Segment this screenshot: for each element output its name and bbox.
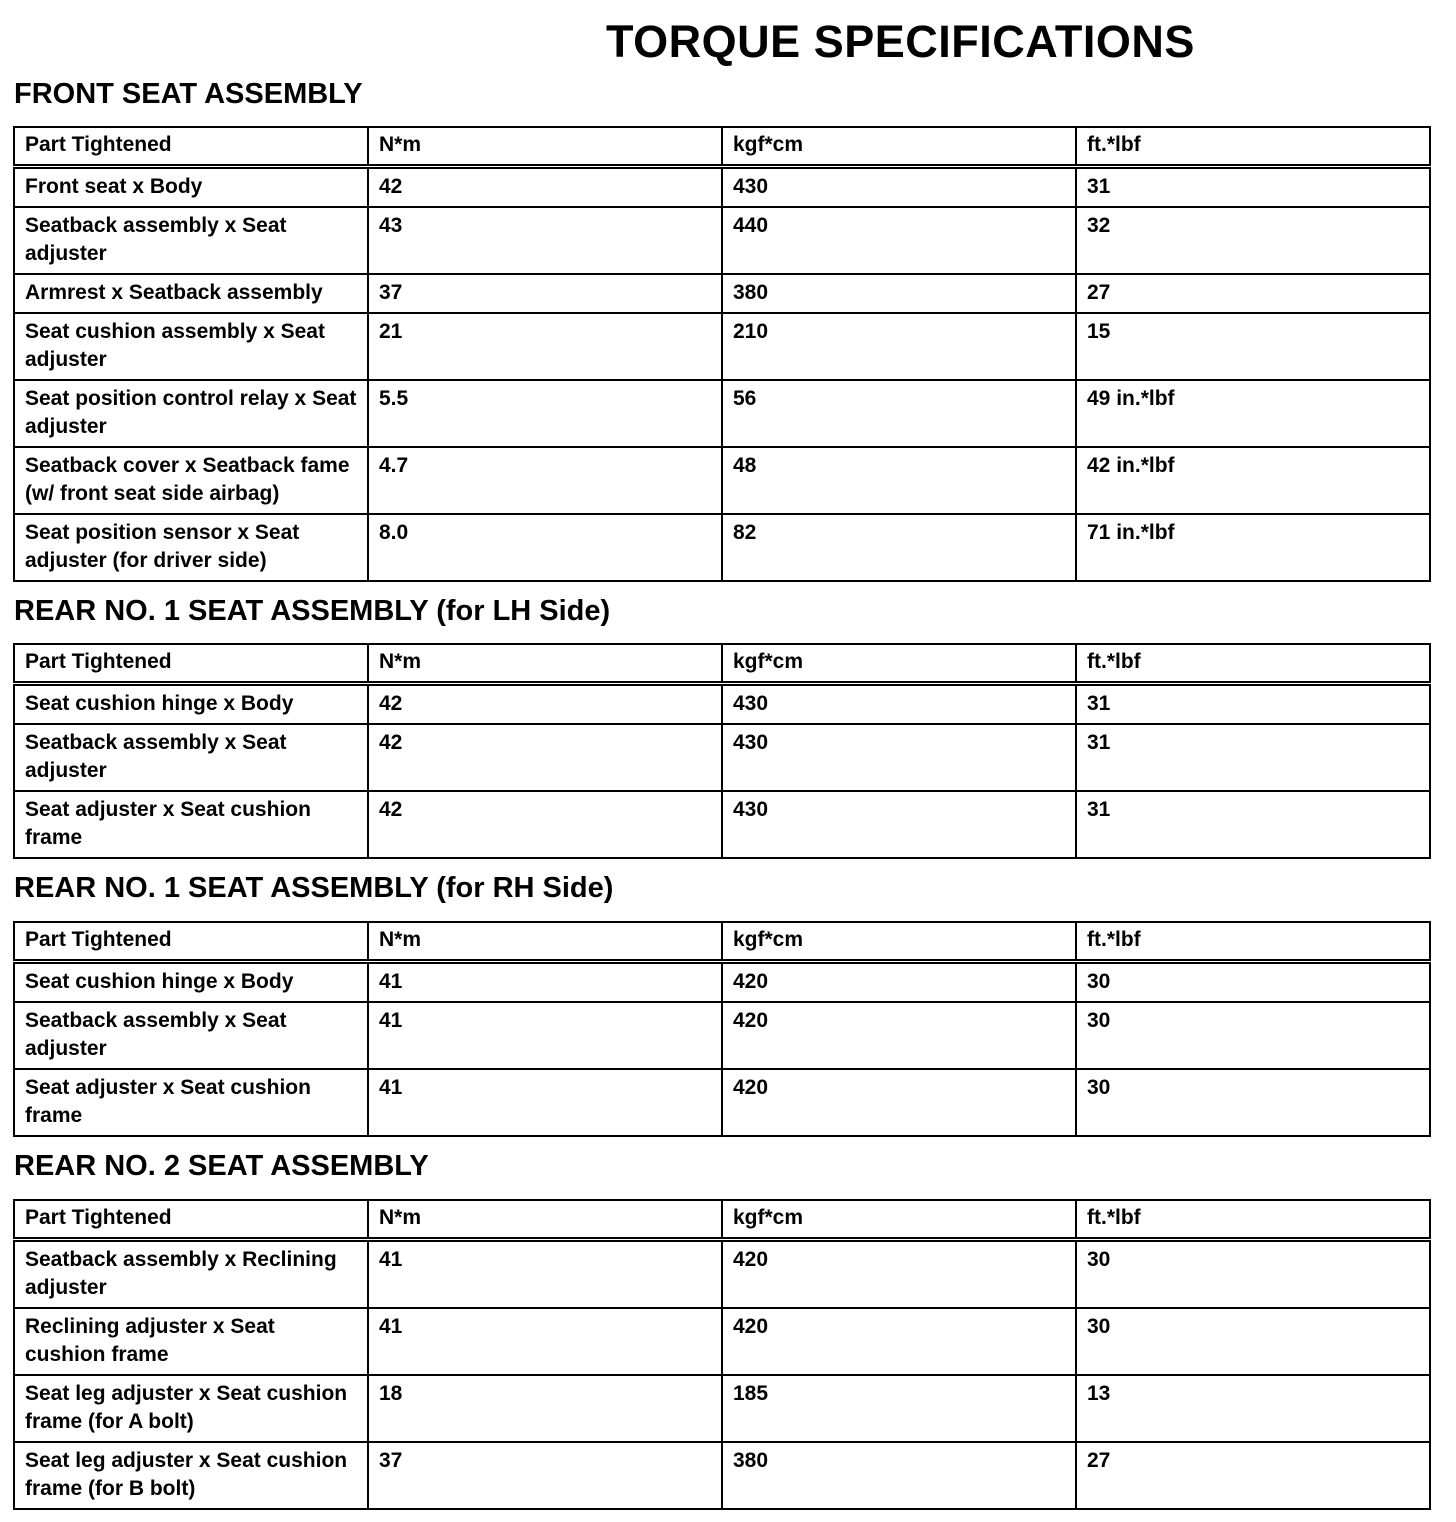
nm-cell: 42 [368, 684, 722, 725]
column-header-ftlbf: ft.*lbf [1076, 1200, 1430, 1240]
part-cell: Seat adjuster x Seat cushion frame [14, 1069, 368, 1136]
column-header-kgfcm: kgf*cm [722, 922, 1076, 962]
ftlbf-cell: 32 [1076, 207, 1430, 274]
kgfcm-cell: 430 [722, 167, 1076, 208]
column-header-nm: N*m [368, 922, 722, 962]
nm-cell: 42 [368, 724, 722, 791]
kgfcm-cell: 430 [722, 791, 1076, 858]
table-row [14, 313, 1430, 380]
table-row [14, 1069, 1430, 1136]
nm-cell: 41 [368, 1069, 722, 1136]
table-row [14, 1375, 1430, 1442]
nm-cell: 37 [368, 274, 722, 313]
front-seat-torque-table [13, 126, 1431, 582]
column-header-ftlbf: ft.*lbf [1076, 127, 1430, 167]
table-row [14, 1240, 1430, 1309]
kgfcm-cell: 210 [722, 313, 1076, 380]
ftlbf-cell: 30 [1076, 1069, 1430, 1136]
kgfcm-cell: 430 [722, 724, 1076, 791]
nm-cell: 18 [368, 1375, 722, 1442]
ftlbf-cell: 13 [1076, 1375, 1430, 1442]
nm-cell: 41 [368, 1240, 722, 1309]
ftlbf-cell: 15 [1076, 313, 1430, 380]
table-row [14, 207, 1430, 274]
column-header-nm: N*m [368, 1200, 722, 1240]
column-header-nm: N*m [368, 644, 722, 684]
part-cell: Seat leg adjuster x Seat cushion frame (for A bolt) [14, 1375, 368, 1442]
ftlbf-cell: 30 [1076, 1240, 1430, 1309]
ftlbf-cell: 27 [1076, 1442, 1430, 1509]
ftlbf-cell: 30 [1076, 962, 1430, 1003]
table-row [14, 167, 1430, 208]
column-header-kgfcm: kgf*cm [722, 127, 1076, 167]
part-cell: Seat position sensor x Seat adjuster (for driver side) [14, 514, 368, 581]
kgfcm-cell: 420 [722, 1308, 1076, 1375]
ftlbf-cell: 31 [1076, 791, 1430, 858]
kgfcm-cell: 420 [722, 1069, 1076, 1136]
page-title: TORQUE SPECIFICATIONS [606, 16, 1195, 67]
part-cell: Seat cushion hinge x Body [14, 962, 368, 1003]
section-title-rear1-lh: REAR NO. 1 SEAT ASSEMBLY (for LH Side) [14, 595, 611, 627]
part-cell: Seat position control relay x Seat adjuster [14, 380, 368, 447]
column-header-part: Part Tightened [14, 1200, 368, 1240]
part-cell: Seatback assembly x Seat adjuster [14, 724, 368, 791]
nm-cell: 43 [368, 207, 722, 274]
kgfcm-cell: 185 [722, 1375, 1076, 1442]
rear1-lh-torque-table [13, 643, 1431, 859]
table-row [14, 514, 1430, 581]
column-header-nm: N*m [368, 127, 722, 167]
ftlbf-cell: 30 [1076, 1002, 1430, 1069]
kgfcm-cell: 380 [722, 274, 1076, 313]
nm-cell: 4.7 [368, 447, 722, 514]
column-header-kgfcm: kgf*cm [722, 1200, 1076, 1240]
part-cell: Front seat x Body [14, 167, 368, 208]
table-row [14, 791, 1430, 858]
nm-cell: 42 [368, 791, 722, 858]
column-header-part: Part Tightened [14, 644, 368, 684]
part-cell: Seat leg adjuster x Seat cushion frame (for B bolt) [14, 1442, 368, 1509]
column-header-part: Part Tightened [14, 922, 368, 962]
part-cell: Seatback assembly x Seat adjuster [14, 207, 368, 274]
kgfcm-cell: 430 [722, 684, 1076, 725]
table-header-row [14, 922, 1430, 962]
table-row [14, 1308, 1430, 1375]
part-cell: Seat cushion assembly x Seat adjuster [14, 313, 368, 380]
table-row [14, 380, 1430, 447]
part-cell: Seatback cover x Seatback fame (w/ front seat side airbag) [14, 447, 368, 514]
nm-cell: 37 [368, 1442, 722, 1509]
ftlbf-cell: 71 in.*lbf [1076, 514, 1430, 581]
kgfcm-cell: 420 [722, 1002, 1076, 1069]
kgfcm-cell: 420 [722, 1240, 1076, 1309]
rear1-rh-torque-table [13, 921, 1431, 1137]
ftlbf-cell: 31 [1076, 167, 1430, 208]
part-cell: Seatback assembly x Seat adjuster [14, 1002, 368, 1069]
table-row [14, 447, 1430, 514]
kgfcm-cell: 380 [722, 1442, 1076, 1509]
nm-cell: 5.5 [368, 380, 722, 447]
column-header-part: Part Tightened [14, 127, 368, 167]
ftlbf-cell: 30 [1076, 1308, 1430, 1375]
table-row [14, 1442, 1430, 1509]
table-row [14, 1002, 1430, 1069]
ftlbf-cell: 31 [1076, 724, 1430, 791]
part-cell: Seat cushion hinge x Body [14, 684, 368, 725]
nm-cell: 41 [368, 962, 722, 1003]
section-title-rear1-rh: REAR NO. 1 SEAT ASSEMBLY (for RH Side) [14, 872, 614, 904]
part-cell: Seatback assembly x Reclining adjuster [14, 1240, 368, 1309]
rear2-torque-table [13, 1199, 1431, 1510]
column-header-kgfcm: kgf*cm [722, 644, 1076, 684]
ftlbf-cell: 27 [1076, 274, 1430, 313]
part-cell: Reclining adjuster x Seat cushion frame [14, 1308, 368, 1375]
nm-cell: 42 [368, 167, 722, 208]
part-cell: Seat adjuster x Seat cushion frame [14, 791, 368, 858]
table-row [14, 724, 1430, 791]
nm-cell: 41 [368, 1002, 722, 1069]
ftlbf-cell: 49 in.*lbf [1076, 380, 1430, 447]
kgfcm-cell: 48 [722, 447, 1076, 514]
ftlbf-cell: 31 [1076, 684, 1430, 725]
kgfcm-cell: 440 [722, 207, 1076, 274]
ftlbf-cell: 42 in.*lbf [1076, 447, 1430, 514]
table-header-row [14, 127, 1430, 167]
kgfcm-cell: 420 [722, 962, 1076, 1003]
table-row [14, 684, 1430, 725]
kgfcm-cell: 82 [722, 514, 1076, 581]
section-title-front-seat: FRONT SEAT ASSEMBLY [14, 78, 363, 110]
column-header-ftlbf: ft.*lbf [1076, 644, 1430, 684]
section-title-rear2: REAR NO. 2 SEAT ASSEMBLY [14, 1150, 429, 1182]
column-header-ftlbf: ft.*lbf [1076, 922, 1430, 962]
table-row [14, 962, 1430, 1003]
nm-cell: 21 [368, 313, 722, 380]
table-header-row [14, 1200, 1430, 1240]
table-header-row [14, 644, 1430, 684]
part-cell: Armrest x Seatback assembly [14, 274, 368, 313]
kgfcm-cell: 56 [722, 380, 1076, 447]
nm-cell: 41 [368, 1308, 722, 1375]
table-row [14, 274, 1430, 313]
nm-cell: 8.0 [368, 514, 722, 581]
